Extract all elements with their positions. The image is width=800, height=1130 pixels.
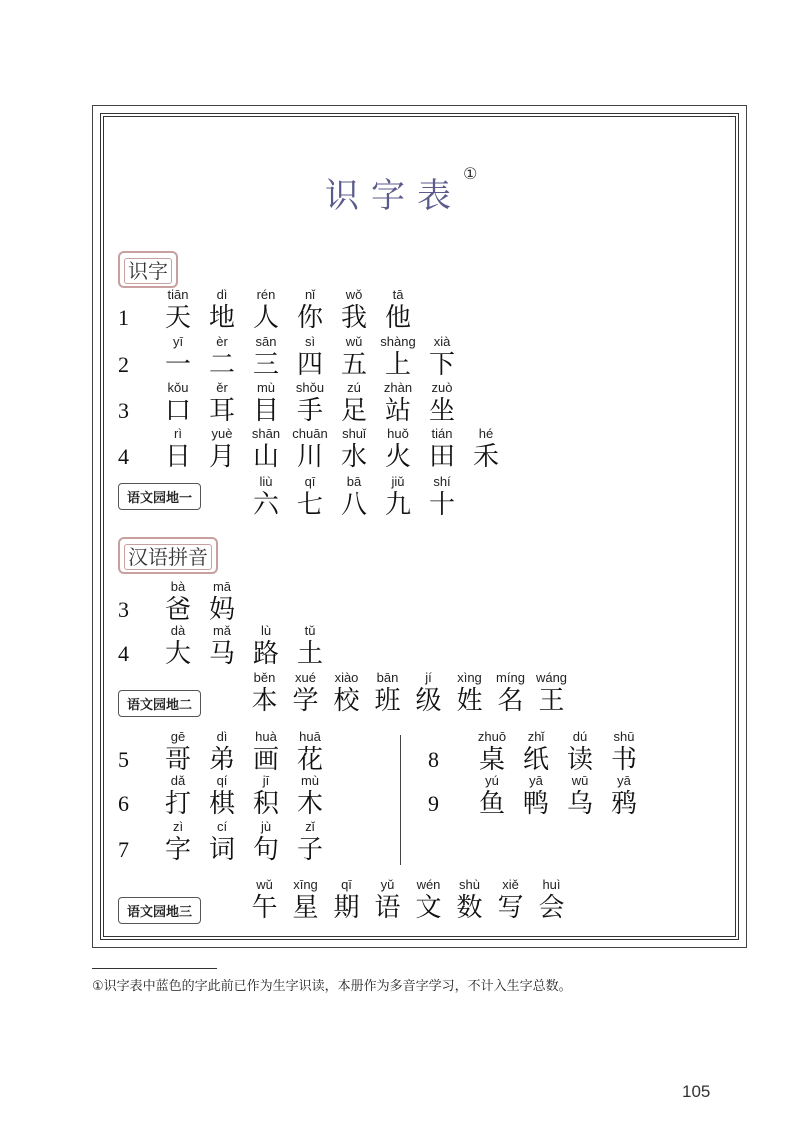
character-cell bbox=[244, 425, 288, 472]
character-cell bbox=[326, 669, 367, 716]
character-cell bbox=[200, 622, 244, 669]
hanzi: 文 bbox=[415, 893, 442, 923]
pinyin: tā bbox=[392, 287, 404, 302]
pinyin: xīng bbox=[293, 877, 318, 892]
character-cell bbox=[376, 473, 420, 520]
hanzi: 午 bbox=[251, 893, 278, 923]
lesson-number: 8 bbox=[428, 747, 439, 772]
hanzi: 耳 bbox=[208, 396, 235, 426]
character-cell bbox=[408, 669, 449, 716]
hanzi: 数 bbox=[456, 893, 483, 923]
pinyin: zì bbox=[172, 819, 184, 834]
hanzi: 会 bbox=[538, 893, 565, 923]
character-cell bbox=[288, 379, 332, 426]
hanzi: 地 bbox=[208, 303, 235, 333]
pinyin: yú bbox=[485, 773, 499, 788]
pinyin: jiǔ bbox=[391, 474, 405, 489]
character-cell bbox=[244, 473, 288, 520]
pinyin: xiě bbox=[502, 877, 519, 892]
hanzi: 哥 bbox=[164, 745, 191, 775]
footnote-marker: ① bbox=[463, 164, 478, 183]
character-cell bbox=[558, 728, 602, 775]
section-tag-label: 识字 bbox=[124, 258, 172, 284]
hanzi: 班 bbox=[374, 686, 401, 716]
lesson-number: 4 bbox=[118, 641, 129, 666]
pinyin: yǔ bbox=[380, 877, 395, 892]
hanzi: 七 bbox=[296, 490, 323, 520]
pinyin: gē bbox=[170, 729, 186, 744]
pinyin: kǒu bbox=[167, 380, 189, 395]
pinyin: dà bbox=[170, 623, 186, 638]
character-cell bbox=[602, 772, 646, 819]
character-cell bbox=[332, 379, 376, 426]
character-cell bbox=[514, 728, 558, 775]
hanzi: 语 bbox=[374, 893, 401, 923]
character-cell bbox=[285, 876, 326, 923]
hanzi: 土 bbox=[296, 639, 323, 669]
hanzi: 纸 bbox=[522, 745, 549, 775]
pinyin: běn bbox=[253, 670, 276, 685]
lesson-number: 1 bbox=[118, 305, 129, 330]
hanzi: 坐 bbox=[428, 396, 455, 426]
pinyin: huā bbox=[299, 729, 321, 744]
page-number: 105 bbox=[682, 1082, 711, 1101]
character-cell bbox=[156, 286, 200, 333]
character-cell bbox=[288, 286, 332, 333]
character-cell bbox=[244, 286, 288, 333]
hanzi: 川 bbox=[296, 442, 323, 472]
pinyin: sì bbox=[304, 334, 316, 349]
hanzi: 本 bbox=[251, 686, 278, 716]
hanzi: 一 bbox=[164, 350, 191, 380]
character-row bbox=[156, 286, 420, 333]
lesson-number: 3 bbox=[118, 597, 129, 622]
hanzi: 口 bbox=[164, 396, 191, 426]
character-cell bbox=[408, 876, 449, 923]
character-cell bbox=[367, 876, 408, 923]
character-row bbox=[156, 622, 332, 669]
character-cell bbox=[288, 728, 332, 775]
garden-tag-one: 语文园地一 bbox=[118, 483, 201, 510]
character-cell bbox=[244, 876, 285, 923]
pinyin: shí bbox=[433, 474, 451, 489]
hanzi: 下 bbox=[428, 350, 455, 380]
character-cell bbox=[531, 669, 572, 716]
character-cell bbox=[449, 669, 490, 716]
hanzi: 山 bbox=[252, 442, 279, 472]
hanzi: 鸭 bbox=[522, 789, 549, 819]
hanzi: 六 bbox=[252, 490, 279, 520]
pinyin: yuè bbox=[211, 426, 233, 441]
hanzi: 目 bbox=[252, 396, 279, 426]
character-cell bbox=[200, 578, 244, 625]
pinyin: yā bbox=[529, 773, 543, 788]
pinyin: míng bbox=[496, 670, 525, 685]
character-row bbox=[156, 578, 244, 625]
character-row bbox=[244, 473, 464, 520]
character-cell bbox=[288, 622, 332, 669]
character-cell bbox=[470, 772, 514, 819]
character-cell bbox=[156, 379, 200, 426]
character-cell bbox=[244, 622, 288, 669]
pinyin: rì bbox=[174, 426, 182, 441]
hanzi: 手 bbox=[296, 396, 323, 426]
character-row bbox=[156, 379, 464, 426]
pinyin: wǔ bbox=[345, 334, 363, 349]
pinyin: yī bbox=[172, 334, 184, 349]
character-cell bbox=[288, 333, 332, 380]
character-cell bbox=[156, 818, 200, 865]
hanzi: 我 bbox=[340, 303, 367, 333]
hanzi: 鱼 bbox=[478, 789, 505, 819]
pinyin: mù bbox=[300, 773, 320, 788]
pinyin: dǎ bbox=[170, 773, 186, 788]
pinyin: yā bbox=[617, 773, 631, 788]
character-cell bbox=[449, 876, 490, 923]
character-cell bbox=[332, 286, 376, 333]
pinyin: wén bbox=[416, 877, 441, 892]
pinyin: tián bbox=[431, 426, 453, 441]
character-cell bbox=[244, 818, 288, 865]
hanzi: 路 bbox=[252, 639, 279, 669]
hanzi: 级 bbox=[415, 686, 442, 716]
section-tag-label: 汉语拼音 bbox=[124, 544, 212, 570]
hanzi: 爸 bbox=[164, 595, 191, 625]
character-row bbox=[156, 333, 464, 380]
hanzi: 马 bbox=[208, 639, 235, 669]
character-cell bbox=[420, 333, 464, 380]
character-row bbox=[244, 669, 572, 716]
pinyin: wǒ bbox=[345, 287, 363, 302]
character-cell bbox=[200, 818, 244, 865]
pinyin: shǒu bbox=[295, 380, 325, 395]
hanzi: 棋 bbox=[208, 789, 235, 819]
hanzi: 句 bbox=[252, 835, 279, 865]
hanzi: 名 bbox=[497, 686, 524, 716]
character-cell bbox=[156, 578, 200, 625]
hanzi: 积 bbox=[252, 789, 279, 819]
pinyin: wū bbox=[571, 773, 589, 788]
character-cell bbox=[244, 669, 285, 716]
pinyin: xìng bbox=[457, 670, 482, 685]
page-title bbox=[325, 164, 478, 217]
pinyin: wáng bbox=[535, 670, 568, 685]
character-cell bbox=[288, 473, 332, 520]
character-row bbox=[470, 772, 646, 819]
character-cell bbox=[156, 425, 200, 472]
hanzi: 妈 bbox=[208, 595, 235, 625]
hanzi: 八 bbox=[340, 490, 367, 520]
hanzi: 乌 bbox=[566, 789, 593, 819]
hanzi: 天 bbox=[164, 303, 191, 333]
pinyin: xué bbox=[295, 670, 316, 685]
pinyin: dú bbox=[572, 729, 588, 744]
character-cell bbox=[367, 669, 408, 716]
section-tag-pinyin bbox=[118, 537, 218, 574]
character-cell bbox=[200, 379, 244, 426]
hanzi: 书 bbox=[610, 745, 637, 775]
character-cell bbox=[558, 772, 602, 819]
character-cell bbox=[285, 669, 326, 716]
lesson-number: 7 bbox=[118, 837, 129, 862]
hanzi: 水 bbox=[340, 442, 367, 472]
character-row bbox=[244, 876, 572, 923]
hanzi: 打 bbox=[164, 789, 191, 819]
pinyin: chuān bbox=[292, 426, 328, 441]
hanzi: 人 bbox=[252, 303, 279, 333]
character-cell bbox=[200, 425, 244, 472]
pinyin: dì bbox=[216, 729, 228, 744]
pinyin: jī bbox=[262, 773, 270, 788]
pinyin: bā bbox=[346, 474, 362, 489]
hanzi: 三 bbox=[252, 350, 279, 380]
hanzi: 读 bbox=[566, 745, 593, 775]
pinyin: bà bbox=[170, 579, 186, 594]
pinyin: cí bbox=[216, 819, 228, 834]
character-cell bbox=[531, 876, 572, 923]
character-cell bbox=[244, 333, 288, 380]
hanzi: 学 bbox=[292, 686, 319, 716]
hanzi: 鸦 bbox=[610, 789, 637, 819]
garden-tag-two: 语文园地二 bbox=[118, 690, 201, 717]
lesson-number: 2 bbox=[118, 352, 129, 377]
character-cell bbox=[490, 669, 531, 716]
character-cell bbox=[156, 333, 200, 380]
character-row bbox=[470, 728, 646, 775]
hanzi: 十 bbox=[428, 490, 455, 520]
character-cell bbox=[200, 286, 244, 333]
hanzi: 禾 bbox=[472, 442, 499, 472]
pinyin: tiān bbox=[167, 287, 189, 302]
pinyin: huǒ bbox=[387, 426, 409, 441]
pinyin: èr bbox=[216, 334, 228, 349]
hanzi: 二 bbox=[208, 350, 235, 380]
pinyin: ěr bbox=[216, 380, 228, 395]
hanzi: 桌 bbox=[478, 745, 505, 775]
hanzi: 五 bbox=[340, 350, 367, 380]
pinyin: wǔ bbox=[256, 877, 273, 892]
lesson-number: 4 bbox=[118, 444, 129, 469]
hanzi: 火 bbox=[384, 442, 411, 472]
character-cell bbox=[602, 728, 646, 775]
hanzi: 花 bbox=[296, 745, 323, 775]
hanzi: 姓 bbox=[456, 686, 483, 716]
garden-tag-three: 语文园地三 bbox=[118, 897, 201, 924]
character-cell bbox=[376, 286, 420, 333]
pinyin: bān bbox=[376, 670, 399, 685]
pinyin: jù bbox=[260, 819, 272, 834]
pinyin: zhǐ bbox=[527, 729, 545, 744]
pinyin: rén bbox=[256, 287, 276, 302]
character-cell bbox=[420, 425, 464, 472]
pinyin: jí bbox=[425, 670, 432, 685]
pinyin: shù bbox=[459, 877, 480, 892]
pinyin: zǐ bbox=[305, 819, 315, 834]
character-cell bbox=[464, 425, 508, 472]
character-cell bbox=[156, 728, 200, 775]
pinyin: mǎ bbox=[212, 623, 232, 638]
pinyin: huà bbox=[255, 729, 277, 744]
pinyin: shuǐ bbox=[342, 426, 366, 441]
page-title-text: 识字表 bbox=[325, 176, 463, 216]
pinyin: zhuō bbox=[477, 729, 507, 744]
character-cell bbox=[156, 772, 200, 819]
hanzi: 站 bbox=[384, 396, 411, 426]
character-cell bbox=[376, 425, 420, 472]
character-cell bbox=[244, 379, 288, 426]
character-cell bbox=[244, 728, 288, 775]
pinyin: qī bbox=[341, 877, 352, 892]
pinyin: huì bbox=[542, 877, 561, 892]
pinyin: sān bbox=[255, 334, 277, 349]
pinyin: qí bbox=[216, 773, 228, 788]
character-cell bbox=[288, 425, 332, 472]
hanzi: 大 bbox=[164, 639, 191, 669]
hanzi: 期 bbox=[333, 893, 360, 923]
character-cell bbox=[376, 379, 420, 426]
column-divider bbox=[400, 735, 401, 865]
pinyin: nǐ bbox=[304, 287, 316, 302]
footnote-rule bbox=[92, 968, 217, 969]
hanzi: 校 bbox=[333, 686, 360, 716]
character-row bbox=[156, 772, 332, 819]
character-cell bbox=[420, 473, 464, 520]
character-row bbox=[156, 818, 332, 865]
pinyin: liù bbox=[259, 474, 273, 489]
footnote: ①识字表中蓝色的字此前已作为生字识读，本册作为多音字学习，不计入生字总数。 bbox=[92, 979, 572, 994]
pinyin: mù bbox=[256, 380, 276, 395]
lesson-number: 9 bbox=[428, 791, 439, 816]
character-cell bbox=[244, 772, 288, 819]
hanzi: 他 bbox=[384, 303, 411, 333]
character-cell bbox=[200, 728, 244, 775]
character-cell bbox=[156, 622, 200, 669]
hanzi: 画 bbox=[252, 745, 279, 775]
character-cell bbox=[420, 379, 464, 426]
pinyin: tǔ bbox=[304, 623, 316, 638]
hanzi: 田 bbox=[428, 442, 455, 472]
pinyin: qī bbox=[304, 474, 316, 489]
character-cell bbox=[490, 876, 531, 923]
character-cell bbox=[200, 333, 244, 380]
hanzi: 词 bbox=[208, 835, 235, 865]
hanzi: 王 bbox=[538, 686, 565, 716]
pinyin: zú bbox=[347, 380, 361, 395]
lesson-number: 5 bbox=[118, 747, 129, 772]
character-cell bbox=[332, 473, 376, 520]
hanzi: 上 bbox=[384, 350, 411, 380]
character-cell bbox=[332, 425, 376, 472]
character-row bbox=[156, 728, 332, 775]
pinyin: mā bbox=[212, 579, 232, 594]
hanzi: 足 bbox=[340, 396, 367, 426]
pinyin: zuò bbox=[431, 380, 453, 395]
hanzi: 星 bbox=[292, 893, 319, 923]
pinyin: shān bbox=[251, 426, 281, 441]
pinyin: lù bbox=[260, 623, 272, 638]
hanzi: 你 bbox=[296, 303, 323, 333]
character-cell bbox=[288, 818, 332, 865]
pinyin: xiào bbox=[334, 670, 359, 685]
pinyin: shàng bbox=[380, 334, 416, 349]
hanzi: 日 bbox=[164, 442, 191, 472]
hanzi: 木 bbox=[296, 789, 323, 819]
character-row bbox=[156, 425, 508, 472]
hanzi: 四 bbox=[296, 350, 323, 380]
pinyin: xià bbox=[433, 334, 451, 349]
pinyin: zhàn bbox=[383, 380, 413, 395]
section-tag-shizi bbox=[118, 251, 178, 288]
pinyin: hé bbox=[478, 426, 494, 441]
character-cell bbox=[200, 772, 244, 819]
character-cell bbox=[332, 333, 376, 380]
lesson-number: 6 bbox=[118, 791, 129, 816]
hanzi: 写 bbox=[497, 893, 524, 923]
pinyin: shū bbox=[613, 729, 635, 744]
hanzi: 弟 bbox=[208, 745, 235, 775]
character-cell bbox=[288, 772, 332, 819]
hanzi: 子 bbox=[296, 835, 323, 865]
character-cell bbox=[514, 772, 558, 819]
pinyin: dì bbox=[216, 287, 228, 302]
hanzi: 九 bbox=[384, 490, 411, 520]
character-cell bbox=[470, 728, 514, 775]
lesson-number: 3 bbox=[118, 398, 129, 423]
character-cell bbox=[326, 876, 367, 923]
hanzi: 字 bbox=[164, 835, 191, 865]
hanzi: 月 bbox=[208, 442, 235, 472]
character-cell bbox=[376, 333, 420, 380]
